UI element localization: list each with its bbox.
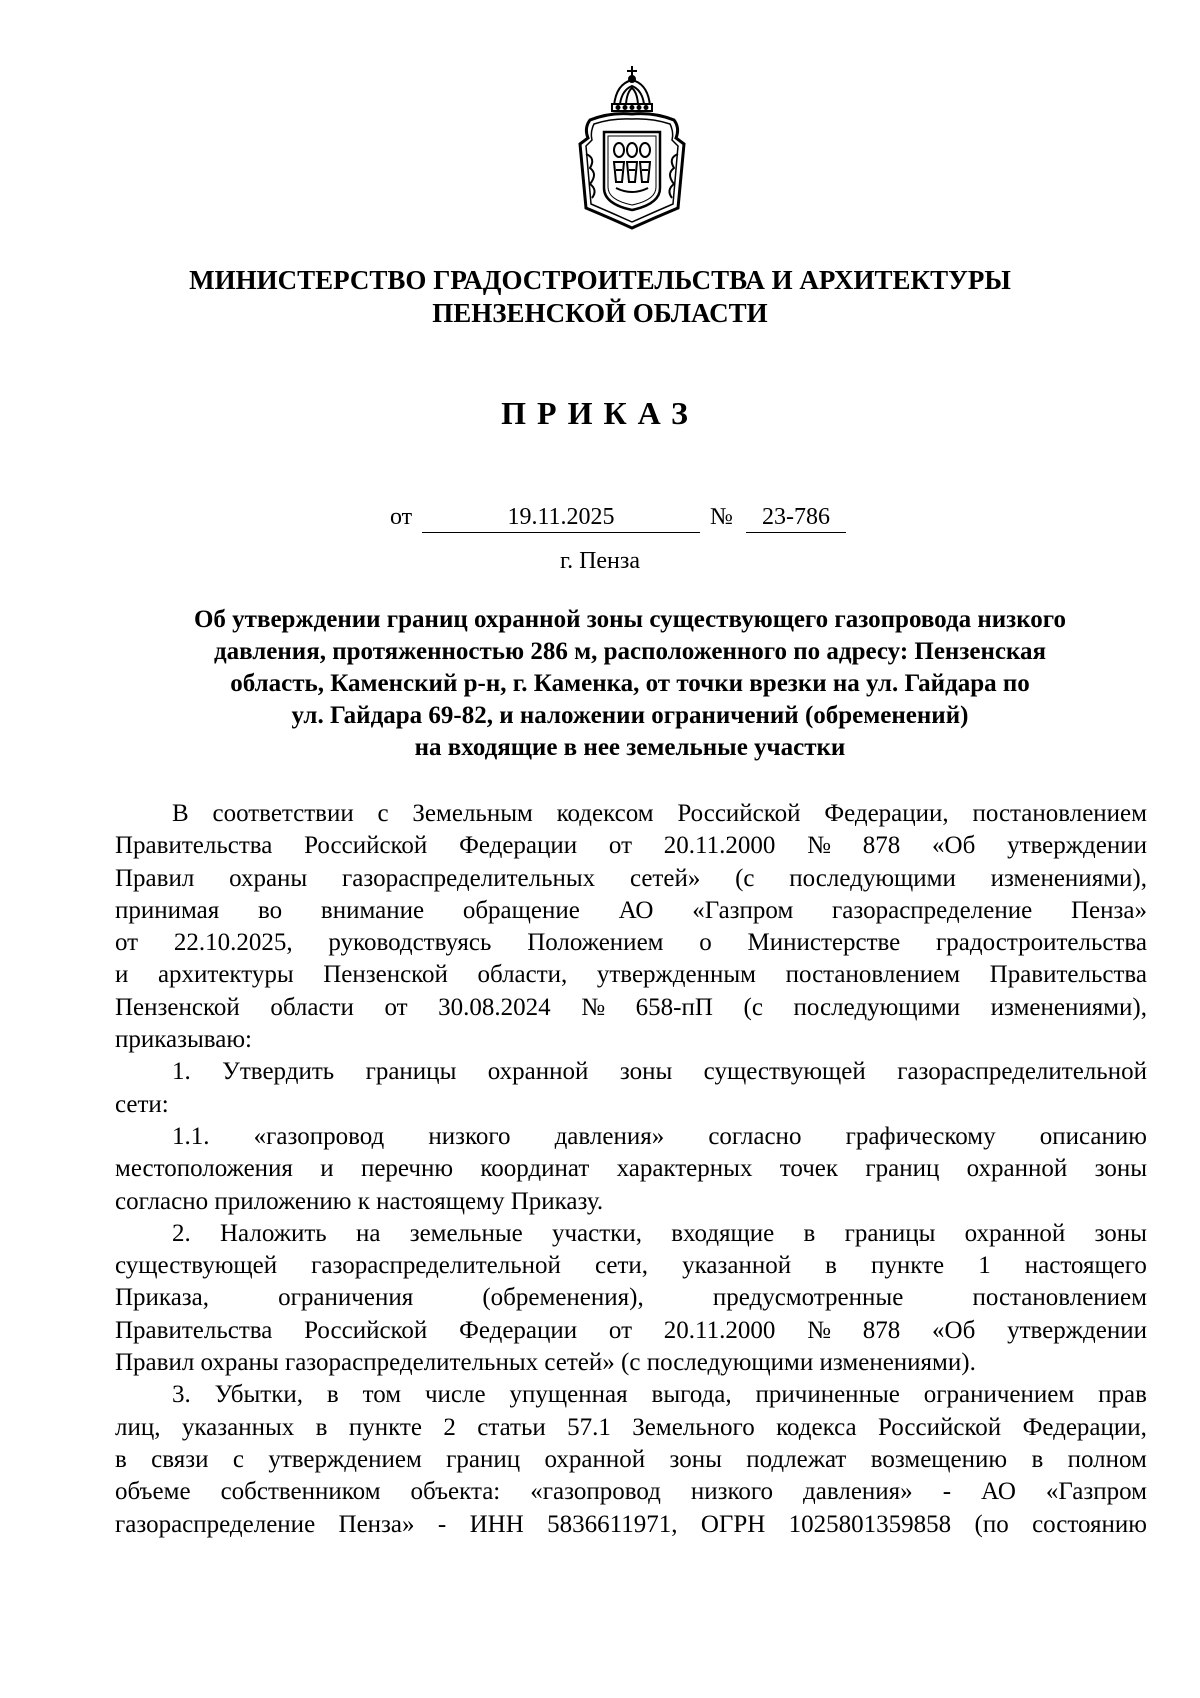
ministry-name-line1: МИНИСТЕРСТВО ГРАДОСТРОИТЕЛЬСТВА И АРХИТЕКТУРЫ	[189, 265, 1011, 295]
body-line: 1.1. «газопровод низкого давления» согласно графическому описанию	[172, 1122, 1147, 1150]
body-line: Правительства Российской Федерации от 20.11.2000 № 878 «Об утверждении	[115, 1316, 1147, 1344]
body-line: и архитектуры Пензенской области, утвержденным постановлением Правительства	[115, 961, 1147, 989]
body-line: Правительства Российской Федерации от 20.11.2000 № 878 «Об утверждении	[115, 832, 1147, 860]
body-line: газораспределение Пенза» - ИНН 5836611971, ОГРН 1025801359858 (по состоянию	[115, 1510, 1147, 1538]
order-title: ПРИКАЗ	[501, 395, 699, 431]
body-line: местоположения и перечню координат характерных точек границ охранной зоны	[115, 1155, 1147, 1183]
body-line: Приказа, ограничения (обременения), предусмотренные постановлением	[115, 1284, 1147, 1312]
number-label: №	[710, 504, 733, 530]
ministry-name	[0, 264, 1200, 330]
body-line: Правил охраны газораспределительных сетей» (с последующими изменениями),	[115, 864, 1147, 892]
city-line: г. Пенза	[559, 548, 641, 574]
subject-line: давления, протяженностью 286 м, расположенного по адресу: Пензенская	[213, 638, 1047, 665]
body-line: сети:	[115, 1090, 169, 1118]
body-line: существующей газораспределительной сети, указанной в пункте 1 настоящего	[115, 1252, 1147, 1280]
subject-line: Об утверждении границ охранной зоны существующего газопровода низкого	[193, 606, 1067, 633]
order-number: 23-786	[746, 502, 846, 533]
body-line: объеме собственником объекта: «газопровод низкого давления» - АО «Газпром	[115, 1478, 1147, 1506]
body-line: в связи с утверждением границ охранной зоны подлежат возмещению в полном	[115, 1445, 1147, 1473]
body-line: 1. Утвердить границы охранной зоны существующей газораспределительной	[172, 1058, 1147, 1086]
body-line: 2. Наложить на земельные участки, входящие в границы охранной зоны	[172, 1219, 1147, 1247]
from-label: от	[390, 504, 413, 530]
subject-line: ул. Гайдара 69-82, и наложении ограничений (обременений)	[291, 702, 969, 729]
ministry-name-line2: ПЕНЗЕНСКОЙ ОБЛАСТИ	[432, 298, 768, 328]
body-line: Пензенской области от 30.08.2024 № 658-пП (с последующими изменениями),	[115, 993, 1147, 1021]
coat-of-arms-emblem	[570, 58, 695, 230]
order-date: 19.11.2025	[422, 502, 700, 533]
order-subject	[110, 604, 1150, 764]
subject-line: на входящие в нее земельные участки	[414, 734, 846, 761]
body-line: лиц, указанных в пункте 2 статьи 57.1 Земельного кодекса Российской Федерации,	[115, 1413, 1147, 1441]
body-line: принимая во внимание обращение АО «Газпром газораспределение Пенза»	[115, 896, 1147, 924]
subject-line: область, Каменский р-н, г. Каменка, от точки врезки на ул. Гайдара по	[230, 670, 1030, 697]
body-line: В соответствии с Земельным кодексом Российской Федерации, постановлением	[172, 800, 1147, 827]
body-line: Правил охраны газораспределительных сетей» (с последующими изменениями).	[115, 1349, 976, 1377]
order-body	[115, 798, 1147, 1541]
body-line: приказываю:	[115, 1026, 252, 1054]
body-line: от 22.10.2025, руководствуясь Положением о Министерстве градостроительства	[115, 929, 1147, 957]
body-line: 3. Убытки, в том числе упущенная выгода, причиненные ограничением прав	[172, 1381, 1147, 1409]
body-line: согласно приложению к настоящему Приказу.	[115, 1187, 604, 1215]
